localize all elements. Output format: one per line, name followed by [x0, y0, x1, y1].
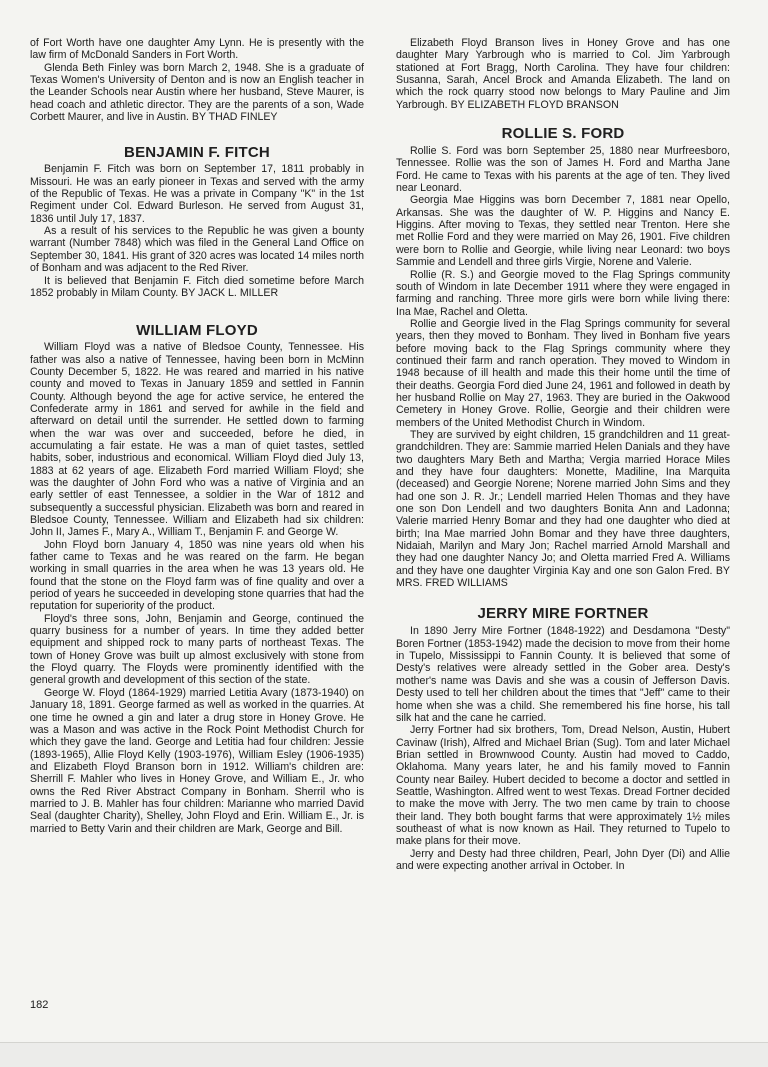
finley-continuation-paragraph: of Fort Worth have one daughter Amy Lynn. He is presently with the law firm of McDonald Sanders in Fort Worth.: [30, 37, 364, 62]
fortner-paragraph: Jerry Fortner had six brothers, Tom, Dread Nelson, Austin, Hubert Cavinaw (Irish), Alfred and Michael Brian (Sug). Tom and later Michael Brian settled in Brownwood County. Austin had moved to Caddo, Oklahoma. Many years later, he and his family moved to Fannin County near Bailey. Hubert decided to become a doctor and settled in Seattle, Washington. Alfred went to west Texas. Dread Fortner decided to make the move with Jerry. The two men came by train to choose their land. They both bought farms that were approximately 1½ miles southeast of what is now known as Hail. They returned to Tupelo to make plans for their move.: [396, 724, 730, 848]
ford-paragraph: Rollie S. Ford was born September 25, 1880 near Murfreesboro, Tennessee. Rollie was the son of James H. Ford and Martha Jane Ford. He came to Texas with his parents at the age of ten. They lived near Leonard.: [396, 145, 730, 195]
ford-paragraph: They are survived by eight children, 15 grandchildren and 11 great-grandchildren. They are: Sammie married Helen Danials and they have two daughters Mary Beth and Martha; Vergia married Horace Miles and they have four daughters: Monette, Madiline, Ina Marquita (deceased) and Georgie Norene; Norene married John Sims and they had one son J. R. Jr.; Lendell married Helen Thomas and they have one son Don Lendell and two daughters Bonita Ann and Ladonna; Valerie married Henry Bomar and they had one daughter who died at birth; Ina Mae married John Bomar and they have three daughters, Nidaiah, Marilyn and Mary Jon; Rachel married Arnold Marshall and they had one daughter Nancy Jo; and Oletta married Fred A. Williams and they have one daughter Virginia Kay and one son Galon Fred. BY MRS. FRED WILLIAMS: [396, 428, 730, 590]
fortner-paragraph: Jerry and Desty had three children, Pearl, John Dyer (Di) and Allie and were expecting another arrival in October. In: [396, 847, 730, 872]
ford-paragraph: Georgia Mae Higgins was born December 7, 1881 near Opello, Arkansas. She was the daughter of W. P. Higgins and Nancy E. Higgins. After moving to Texas, they settled near Trenton. Here she met Rollie Ford and they were married on May 26, 1901. Five children were born to Rollie and Georgie, while living near Leonard: two boys Sammie and Lendell and three girls Virgie, Norene and Valerie.: [396, 194, 730, 269]
ford-paragraph: Rollie and Georgie lived in the Flag Springs community for several years, then they moved to Bonham. They lived in Bonham five years before moving back to the Flag Springs community where they continued their farm and ranch operation. They moved to Windom in 1948 because of ill health and made this their home until the time of their deaths. Georgia Ford died June 24, 1961 and followed in death by her husband Rollie on May 27, 1963. They are buried in the Oakwood Cemetery in Honey Grove. Rollie, Georgie and their children were members of the United Methodist Church in Windom.: [396, 317, 730, 429]
fitch-paragraph: As a result of his services to the Republic he was given a bounty warrant (Number 7848) which was filed in the General Land Office on September 30, 1841. His grant of 320 acres was located 14 miles north of Bonham and was adjacent to the Red River.: [30, 225, 364, 275]
floyd-paragraph: William Floyd was a native of Bledsoe County, Tennessee. His father was also a native of Tennessee, having been born in McMinn County December 5, 1822. He was reared and married in his native county and moved to Texas in January 1859 and settled in Fannin County. Although beyond the age for active service, he entered the Confederate army in 1861 and served for awhile in the field and afterward on detail until the surrender. He settled down to farming when the war was over and succeeded, before he died, in accumulating a fair estate. He was a man of quiet tastes, settled habits, sober, industrious and economical. William Floyd died July 13, 1883 at 62 years of age. Elizabeth Ford married William Floyd; she was the daughter of John Ford who was a native of Virginia and an early settler of east Tennessee, a soldier in the War of 1812 and subsequently a successful physician. Elizabeth was born and reared in Bledsoe County, Tennessee. William and Elizabeth had six children: John II, James F., Mary A., William T., Benjamin F. and George W.: [30, 341, 364, 539]
fitch-paragraph: It is believed that Benjamin F. Fitch died sometime before March 1852 probably in Milam County. BY JACK L. MILLER: [30, 274, 364, 299]
floyd-heading: WILLIAM FLOYD: [136, 322, 258, 340]
page-bottom-edge: [0, 1042, 768, 1067]
floyd-paragraph: Floyd's three sons, John, Benjamin and George, continued the quarry business for a number of years. In time they added better equipment and shipped rock to many parts of northeast Texas. The town of Honey Grove was built up almost exclusively with stone from the Floyd quarry. The Floyds were prominently identified with the general growth and development of this section of the state.: [30, 612, 364, 687]
page-number: 182: [30, 999, 49, 1011]
left-column: [30, 37, 364, 835]
fortner-paragraph: In 1890 Jerry Mire Fortner (1848-1922) and Desdamona "Desty" Boren Fortner (1853-1942) made the decision to move from their home in Tupelo, Mississippi to Fannin County. It is believed that some of Desty's relatives were already settled in the Gober area. Desty's mother's name was Davis and she was a cousin of Jefferson Davis. Desty used to tell her children about the times that "Jeff" came to their home when she was a child. She remembered his fine horse, his tall silk hat and the cane he carried.: [396, 625, 730, 724]
fitch-paragraph: Benjamin F. Fitch was born on September 17, 1811 probably in Missouri. He was an early pioneer in Texas and served with the army of the Republic of Texas. He was a private in Company "K" in the 1st Regiment under Col. Edward Burleson. He served from August 31, 1836 until July 17, 1837.: [30, 163, 364, 225]
floyd-paragraph: George W. Floyd (1864-1929) married Letitia Avary (1873-1940) on January 18, 1891. George farmed as well as worked in the quarries. At one time he owned a gin and later a drug store in Honey Grove. He was a Mason and was active in the Rock Point Methodist Church for which they gave the land. George and Letitia had four children: Jessie (1893-1965), Allie Floyd Kelly (1903-1976), William Esley (1906-1935) and Elizabeth Floyd Branson born in 1912. William's children are: Sherrill F. Mahler who lives in Honey Grove, and William E., Jr. who owns the Red River Abstract Company in Bonham. Sherril who is married to J. B. Mahler has four children: Marianne who married David Seal (daughter Charity), Shelley, John Floyd and Erin. William E., Jr. is married to Betty Varin and their children are Mark, George and Bill.: [30, 686, 364, 835]
finley-glenda-paragraph: Glenda Beth Finley was born March 2, 1948. She is a graduate of Texas Women's University of Denton and is now an English teacher in the Leander Schools near Austin where her husband, Steve Maurer, is head coach and athletic director. They are the parents of a son, Wade Corbett Maurer, and live in Austin. BY THAD FINLEY: [30, 61, 364, 124]
ford-paragraph: Rollie (R. S.) and Georgie moved to the Flag Springs community south of Windom in late December 1911 where they were engaged in farming and ranching. Three more girls were born while living there: Ina Mae, Rachel and Oletta.: [396, 268, 730, 318]
floyd-continuation-paragraph: Elizabeth Floyd Branson lives in Honey Grove and has one daughter Mary Yarbrough who is married to Col. Jim Yarbrough stationed at Fort Bragg, North Carolina. They have four children: Susanna, Sarah, Ancel Brock and Amanda Elizabeth. The land on which the rock quarry stood now belongs to Mary Pauline and Jim Yarbrough. BY ELIZABETH FLOYD BRANSON: [396, 37, 730, 111]
right-column: [396, 37, 730, 872]
floyd-paragraph: John Floyd born January 4, 1850 was nine years old when his father came to Texas and he was reared on the farm. He began working in small quarries in the area when he was 13 years old. He found that the stone on the Floyd farm was of fine quality and over a period of years he succeeded in developing stone quarries that had the reputation for superiority of the product.: [30, 538, 364, 613]
ford-heading: ROLLIE S. FORD: [501, 125, 625, 143]
fortner-heading: JERRY MIRE FORTNER: [477, 605, 649, 623]
fitch-heading: BENJAMIN F. FITCH: [124, 144, 270, 162]
